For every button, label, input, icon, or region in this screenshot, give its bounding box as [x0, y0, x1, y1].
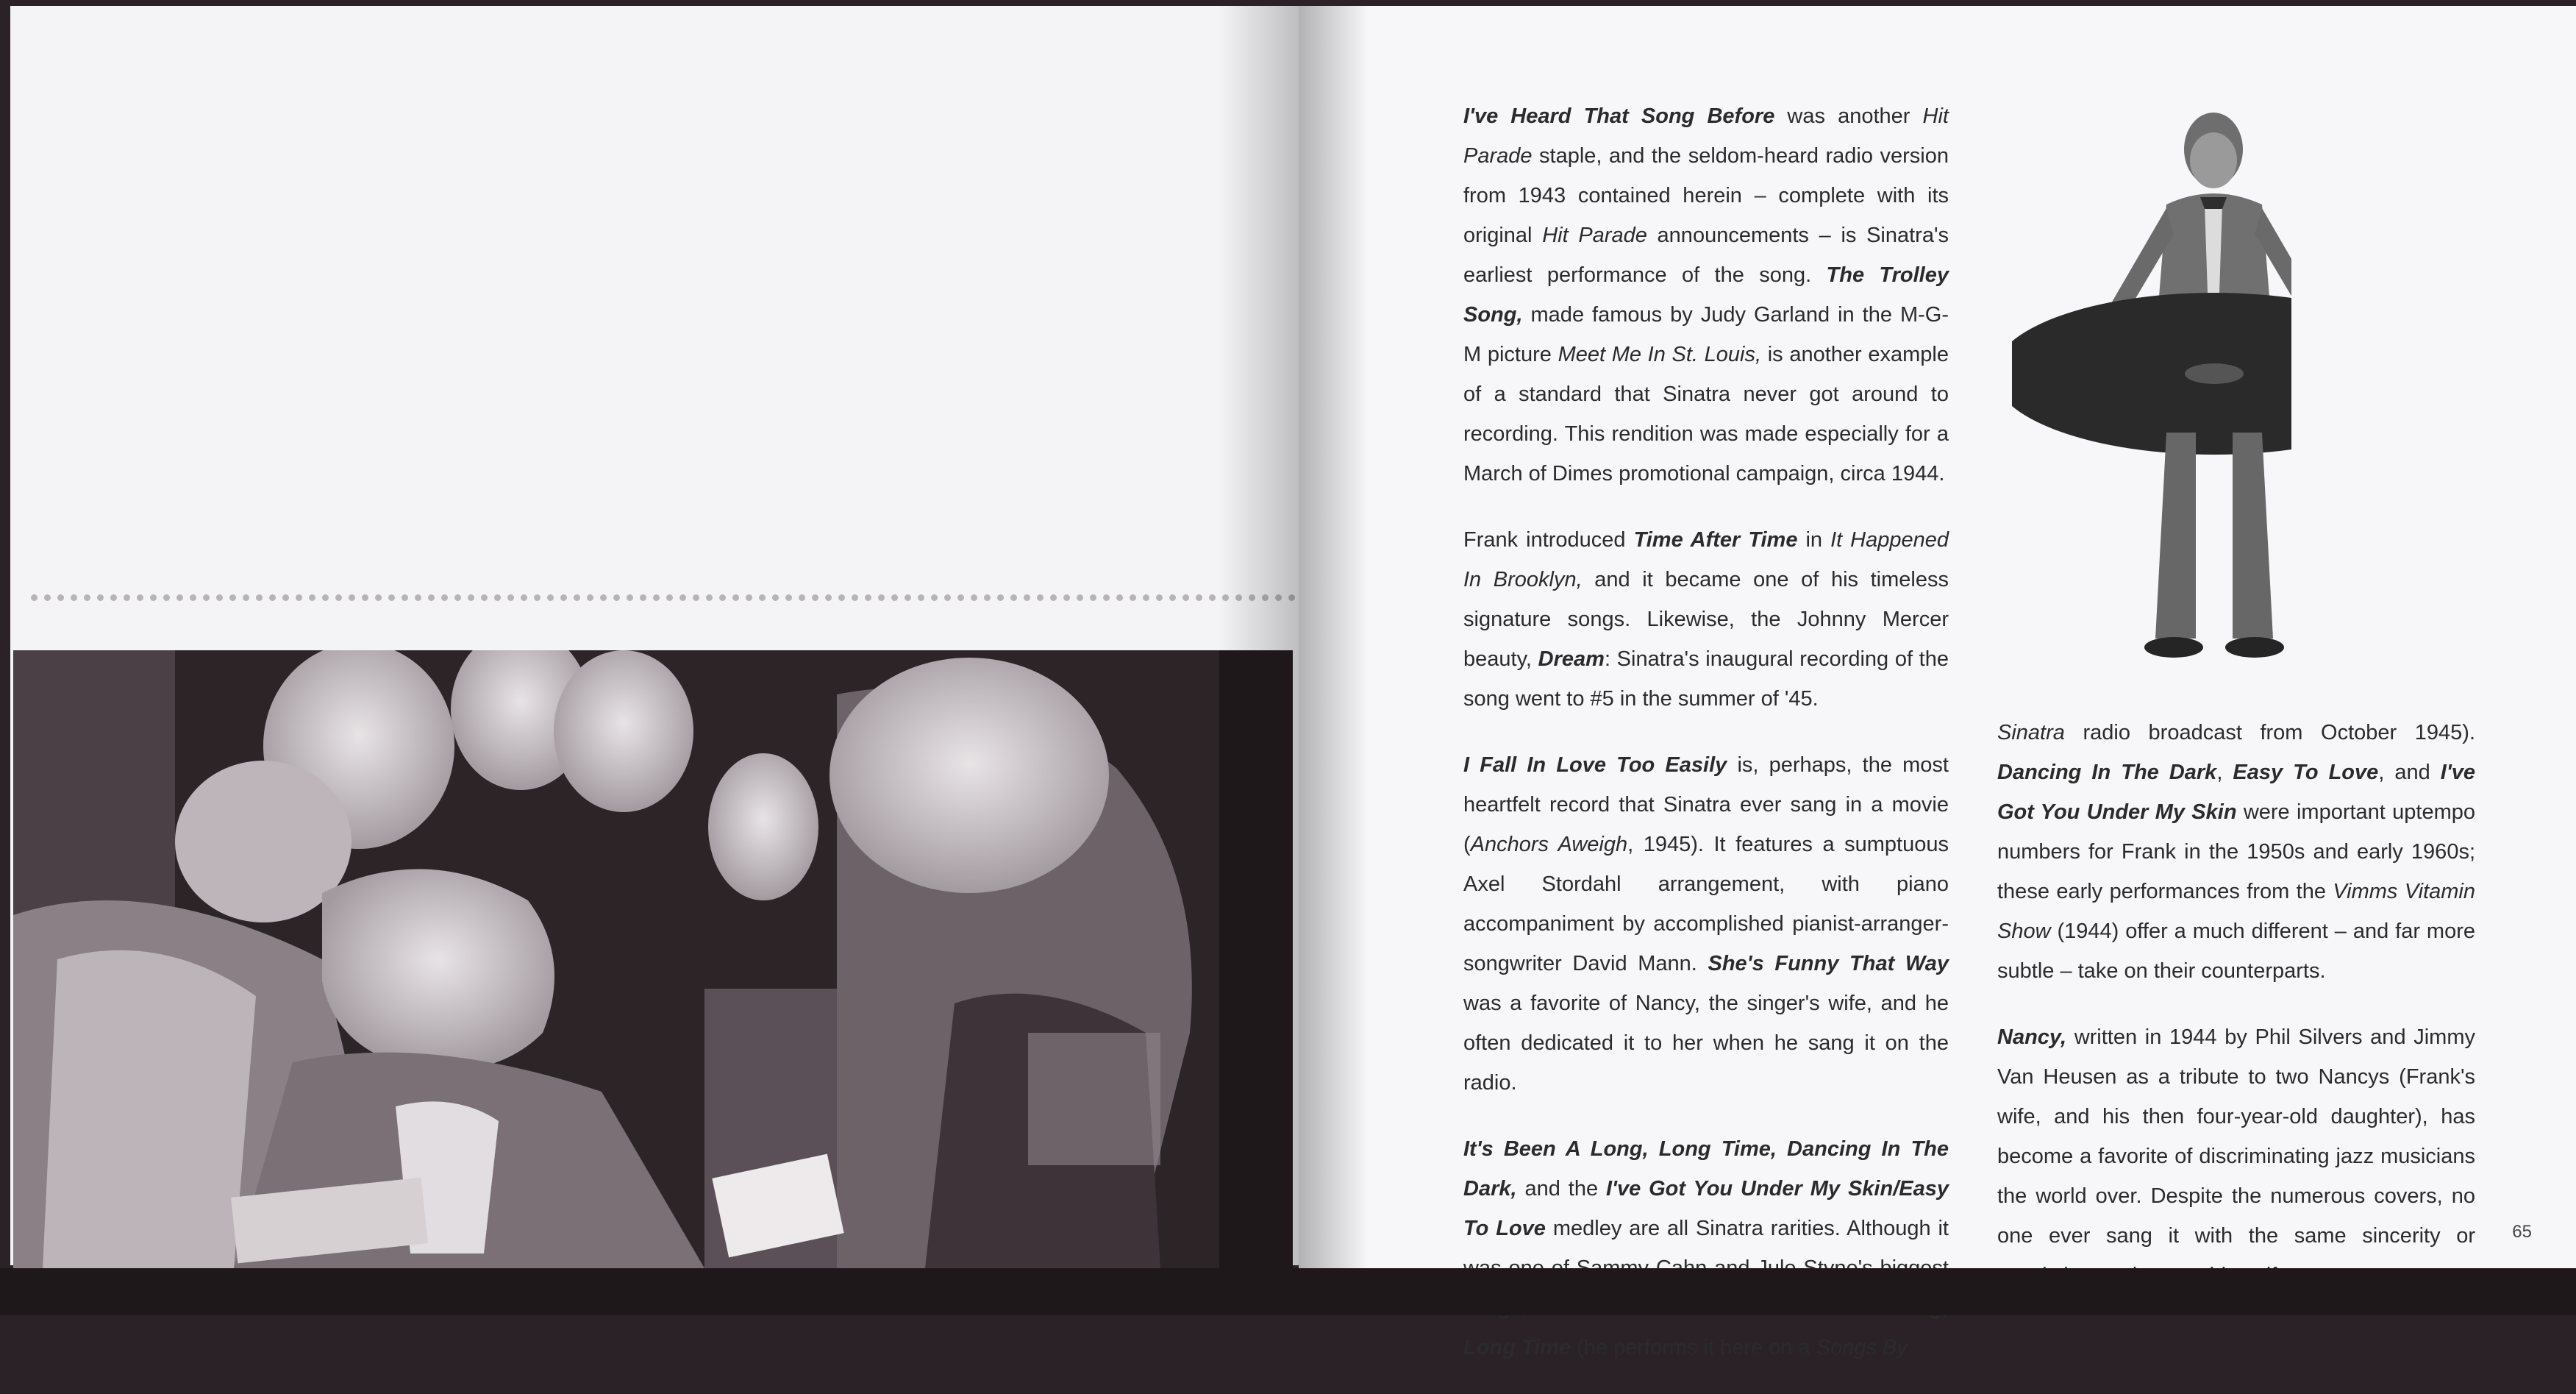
page-number: 65: [2512, 1222, 2532, 1242]
dotted-divider: [31, 594, 1296, 601]
group-photo: [13, 650, 1293, 1268]
paragraph: [1463, 520, 1949, 719]
body-text: (1944) offer a much different – and far more subtle – take on their counterparts.: [1997, 920, 2475, 983]
body-text: is, perhaps, the most heartfelt record that Sinatra ever sang in a movie (: [1463, 753, 1949, 856]
song-title: The Trolley Song,: [1463, 263, 1949, 327]
song-title: Dream: [1538, 647, 1605, 671]
song-title: It's Been A Long, Long Time, Dancing In The Dark,: [1463, 1137, 1949, 1201]
song-title: Dancing In The Dark: [1997, 761, 2217, 784]
body-text: : Sinatra's inaugural recording of the song went to #5 in the summer of '45.: [1463, 647, 1949, 711]
body-text: is another example of a standard that Sinatra never got around to recording. This rendition was made especially for a March of Dimes promotional campaign, circa 1944.: [1463, 343, 1949, 486]
body-text: , 1945). It features a sumptuous Axel Stordahl arrangement, with piano accompaniment by accomplished pianist-arranger-songwriter David Mann.: [1463, 833, 1949, 975]
body-text: were important uptempo numbers for Frank in the 1950s and early 1960s; these early performances from the: [1997, 800, 2475, 903]
photo-sinatra-holding-record-icon: [2012, 79, 2291, 668]
body-text: and it became one of his timeless signature songs. Likewise, the Johnny Mercer beauty,: [1463, 568, 1949, 671]
paragraph: [1463, 96, 1949, 494]
body-text: (he performs it here on a: [1571, 1336, 1816, 1359]
paragraph: [1463, 745, 1949, 1103]
italic-text: Sinatra: [1997, 721, 2065, 744]
italic-text: It Happened In Brooklyn,: [1463, 528, 1949, 591]
body-text: was another: [1774, 104, 1923, 128]
song-title: I Fall In Love Too Easily: [1463, 753, 1727, 777]
body-text: , and: [2378, 761, 2441, 784]
paragraph: [1463, 1129, 1949, 1368]
italic-text: Vimms Vitamin Show: [1997, 880, 2475, 943]
italic-text: Hit Parade: [1463, 104, 1949, 168]
paragraph: [1997, 1017, 2475, 1295]
italic-text: Songs By: [1816, 1336, 1908, 1359]
body-text: ,: [2216, 761, 2233, 784]
body-text: made famous by Judy Garland in the M-G-M picture: [1463, 303, 1949, 366]
body-text: radio broadcast from October 1945).: [2064, 721, 2475, 744]
song-title: Nancy,: [1997, 1025, 2067, 1049]
song-title: She's Funny That Way: [1708, 952, 1949, 975]
body-text: was a favorite of Nancy, the singer's wife, and he often dedicated it to her when he sang it on the radio.: [1463, 992, 1949, 1095]
song-title: I've Heard That Song Before: [1463, 104, 1775, 128]
italic-text: Meet Me In St. Louis,: [1558, 343, 1762, 366]
paragraph: [1997, 713, 2475, 991]
photo-sinatra-signing-autographs-icon: [13, 650, 1293, 1268]
body-text: in: [1797, 528, 1831, 552]
article-column-left: [1463, 96, 1949, 1394]
body-text: staple, and the seldom-heard radio version from 1943 contained herein – complete with its original: [1463, 144, 1949, 247]
right-page: [1299, 6, 2576, 1359]
body-text: announcements – is Sinatra's earliest performance of the song.: [1463, 224, 1949, 287]
song-title: I've Got You Under My Skin: [1997, 761, 2475, 824]
body-text: written in 1944 by Phil Silvers and Jimmy Van Heusen as a tribute to two Nancys (Frank's wife, and his then four-year-old daughter), has become a favorite of discriminating jazz musicians the world over. Despite the numerous covers, no one ever sang it with the same sincerity or: [1997, 1025, 2475, 1248]
song-title: I've Got You Under My Skin/Easy To Love: [1463, 1177, 1949, 1240]
article-column-right: [1997, 713, 2475, 1322]
body-text: medley are all Sinatra rarities. Although it: [1552, 1217, 1949, 1240]
italic-text: Anchors Aweigh: [1470, 833, 1628, 856]
song-title: Easy To Love: [2233, 761, 2379, 784]
body-text: and the: [1516, 1177, 1606, 1201]
song-title: Long Time: [1463, 1336, 1571, 1359]
song-title: Time After Time: [1633, 528, 1798, 552]
italic-text: Hit Parade: [1542, 224, 1647, 247]
sinatra-figure-photo: [2012, 79, 2291, 668]
body-text: Frank introduced: [1463, 528, 1634, 552]
